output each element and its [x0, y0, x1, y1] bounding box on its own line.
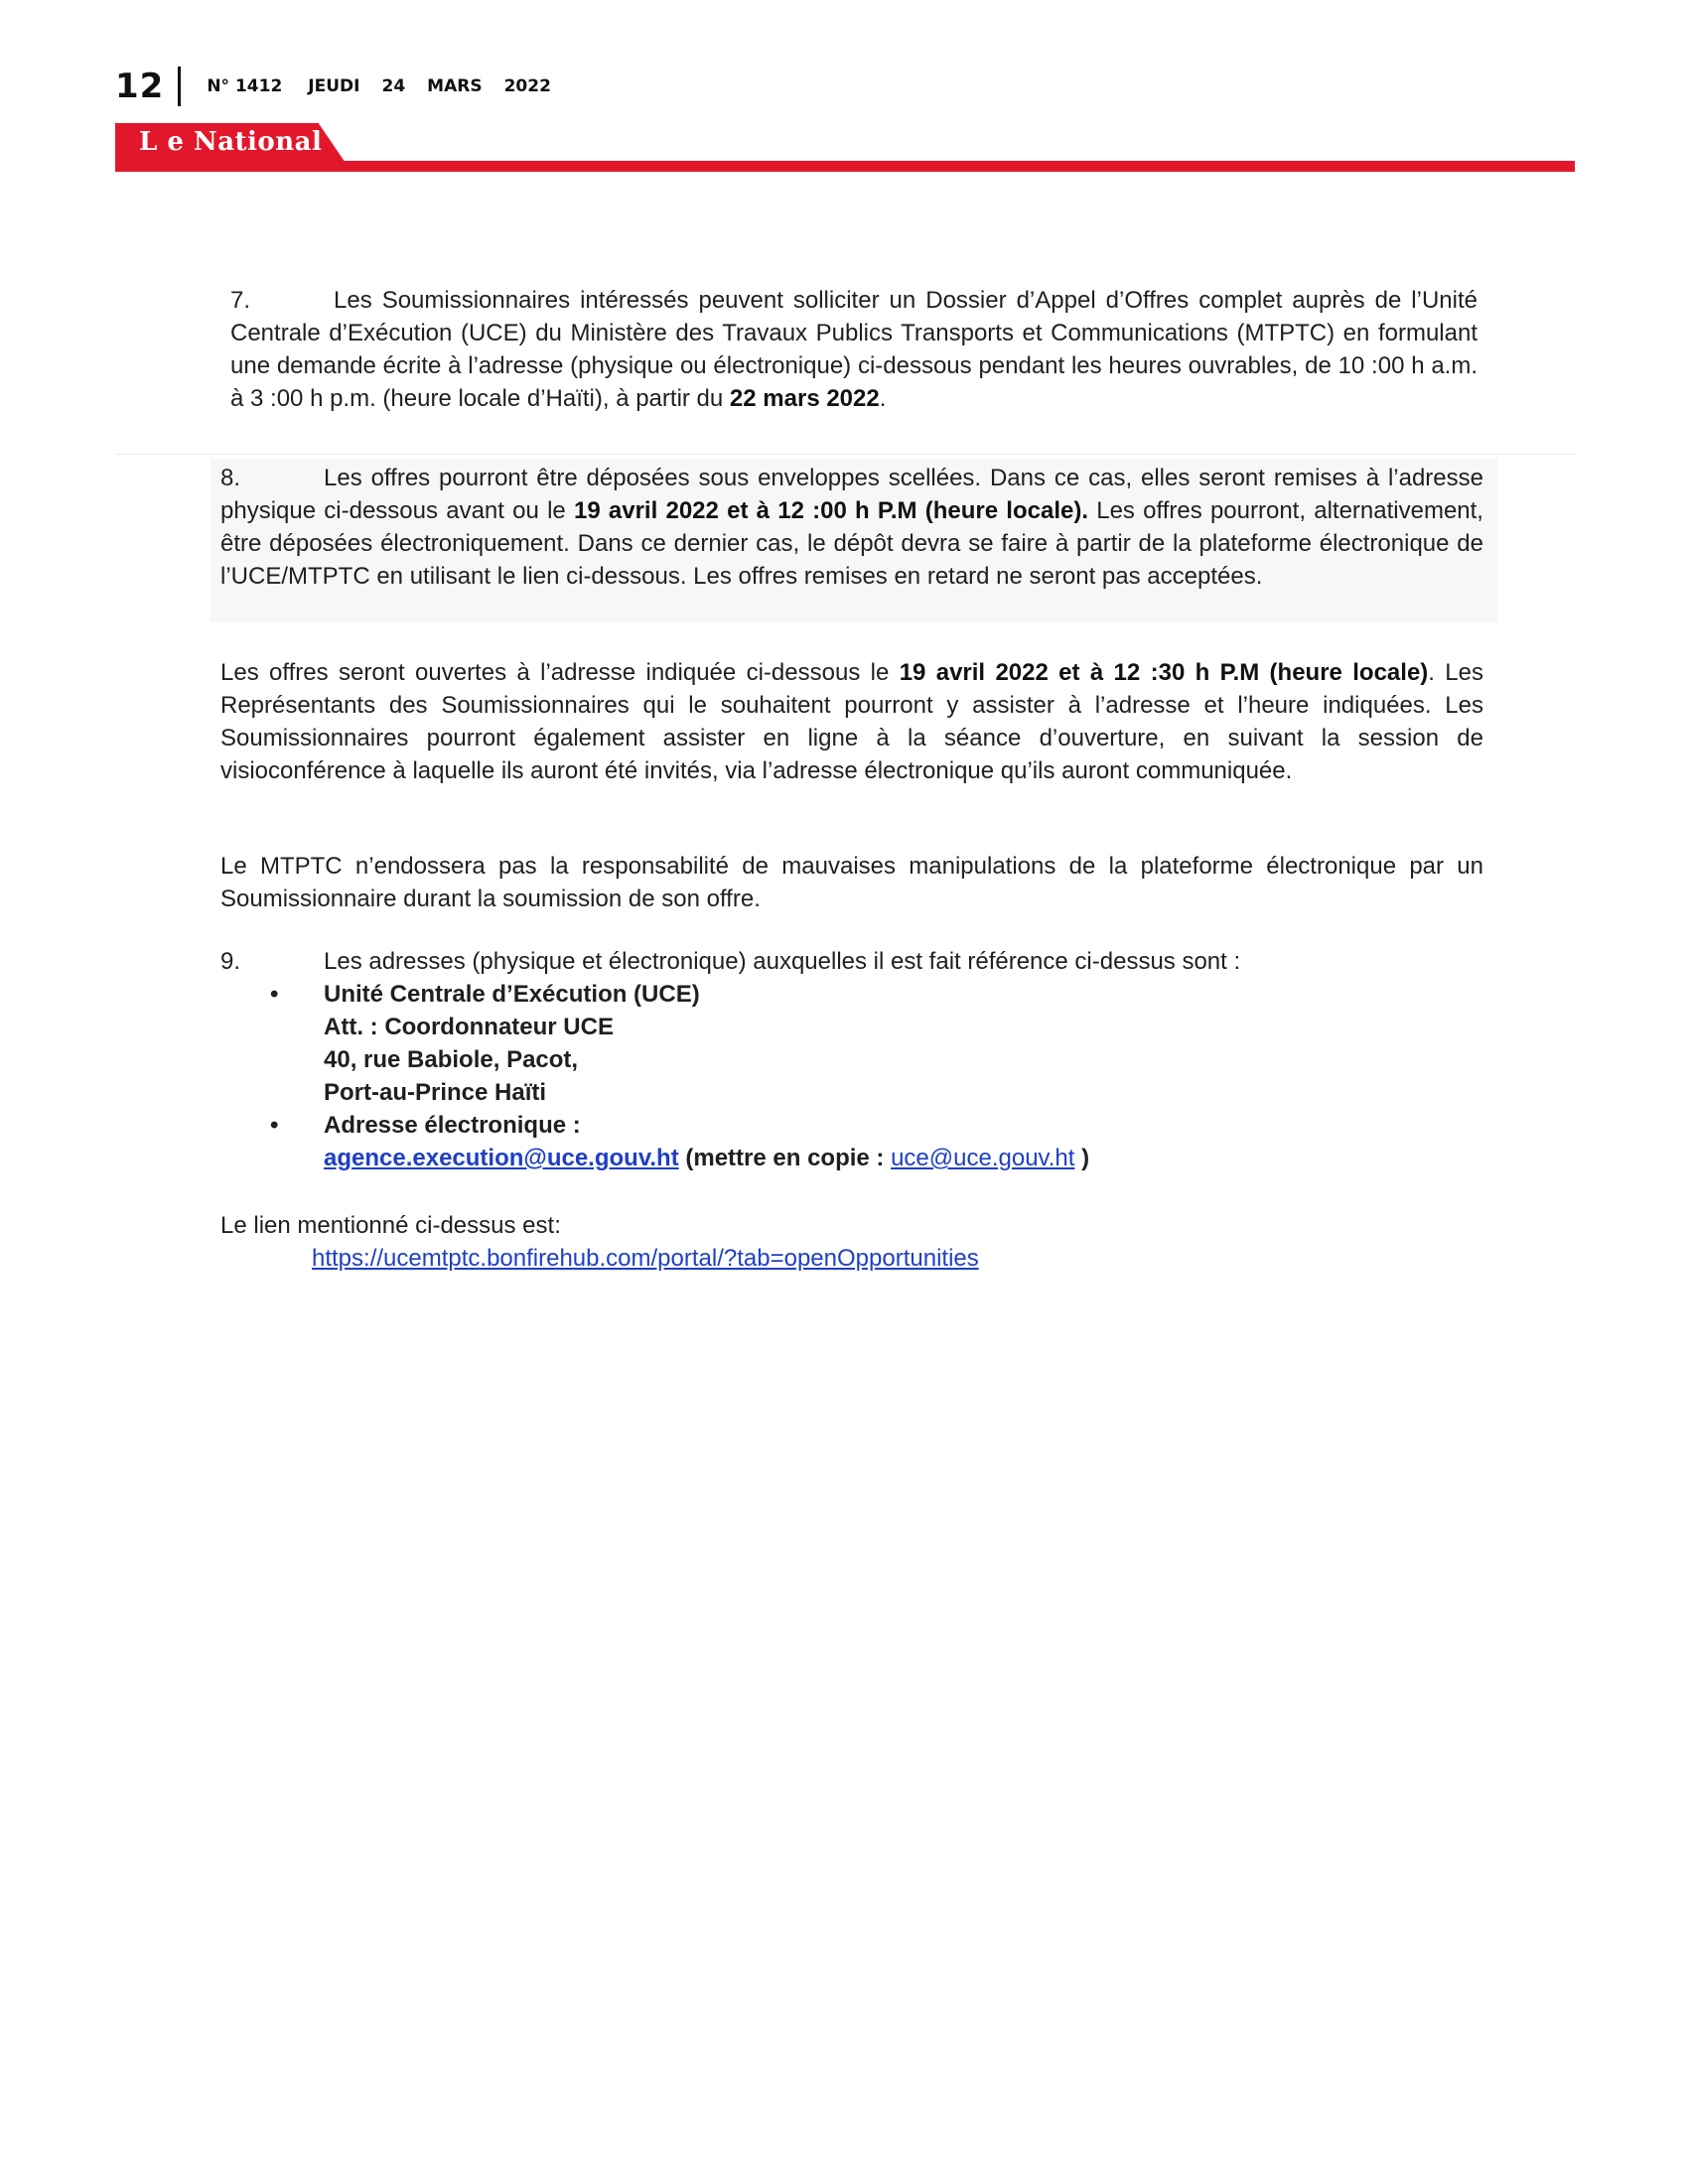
opening-date: 19 avril 2022 et à 12 :30 h P.M (heure locale): [899, 659, 1429, 686]
section-7-end: .: [879, 385, 887, 412]
address-line: Att. : Coordonnateur UCE: [324, 1014, 614, 1040]
section-9-number: 9.: [220, 948, 241, 975]
section-8-paragraph: [220, 462, 1483, 593]
opening-text-a: Les offres seront ouvertes à l’adresse indiquée ci-dessous le: [220, 659, 900, 686]
address-line: 40, rue Babiole, Pacot,: [324, 1046, 579, 1073]
electronic-label: Adresse électronique :: [324, 1112, 581, 1139]
section-9-intro: [220, 945, 1240, 978]
section-9: [220, 945, 1240, 1174]
section-7-date: 22 mars 2022: [729, 385, 880, 412]
section-7-number: 7.: [230, 287, 251, 314]
copy-label: (mettre en copie :: [678, 1145, 892, 1171]
electronic-address-item: [220, 1109, 1240, 1174]
section-8-deadline: 19 avril 2022 et à 12 :00 h P.M (heure locale).: [573, 497, 1088, 524]
issue-day: 24: [381, 76, 406, 96]
opening-paragraph: [220, 656, 1483, 787]
issue-month: MARS: [427, 76, 483, 96]
bullet-icon: •: [270, 1112, 279, 1139]
header-separator: [178, 67, 181, 106]
section-8-text-a: Les offres pourront être déposées sous enveloppes scellées. Dans ce cas, elles seront remises à l’adresse physique ci-dessous avant ou le: [220, 465, 1483, 524]
electronic-address: [324, 1109, 1240, 1174]
main-email-link[interactable]: agence.execution@uce.gouv.ht: [324, 1145, 679, 1171]
physical-address: [324, 978, 1240, 1109]
link-section: [220, 1209, 979, 1275]
section-8-text-b: Les offres pourront, alternativement, être déposées électroniquement. Dans ce dernier cas, le dépôt devra se faire à partir de la plateforme électronique de l’UCE/MTPTC en utilisant le lien ci-dessous. Les offres remises en retard ne seront pas acceptées.: [220, 497, 1483, 590]
issue-number: N° 1412: [207, 76, 283, 96]
issue-info: [207, 76, 551, 96]
bonfire-portal-link[interactable]: https://ucemtptc.bonfirehub.com/portal/?tab=openOpportunities: [312, 1245, 979, 1272]
section-8-number: 8.: [220, 465, 241, 491]
bullet-icon: •: [270, 981, 279, 1008]
issue-year: 2022: [503, 76, 551, 96]
section-7-paragraph: [230, 284, 1477, 415]
issue-weekday: JEUDI: [308, 76, 360, 96]
address-line: Unité Centrale d’Exécution (UCE): [324, 981, 700, 1008]
copy-end: ): [1074, 1145, 1090, 1171]
link-label: Le lien mentionné ci-dessus est:: [220, 1212, 561, 1239]
disclaimer-paragraph: Le MTPTC n’endossera pas la responsabilité de mauvaises manipulations de la plateforme électronique par un Soumissionnaire durant la soumission de son offre.: [220, 853, 1483, 912]
physical-address-item: [220, 978, 1240, 1109]
section-divider: [115, 454, 1575, 455]
masthead-title: L e National: [139, 127, 323, 157]
opening-text-b: . Les Représentants des Soumissionnaires qui le souhaitent pourront y assister à l’adresse et l’heure indiquées. Les Soumissionnaires pourront également assister en ligne à la séance d’ouverture, en suivant la session de visioconférence à laquelle ils auront été invités, via l’adresse électronique qu’ils auront communiquée.: [220, 659, 1483, 784]
section-7-text: Les Soumissionnaires intéressés peuvent solliciter un Dossier d’Appel d’Offres complet auprès de l’Unité Centrale d’Exécution (UCE) du Ministère des Travaux Publics Transports et Communications (MTPTC) en formulant une demande écrite à l’adresse (physique ou électronique) ci-dessous pendant les heures ouvrables, de 10 :00 h a.m. à 3 :00 h p.m. (heure locale d’Haïti), à partir du: [230, 287, 1477, 412]
address-line: Port-au-Prince Haïti: [324, 1079, 547, 1106]
email-line: [324, 1142, 1240, 1174]
page-header: [115, 62, 551, 111]
page-number: 12: [115, 67, 165, 106]
section-9-text: Les adresses (physique et électronique) auxquelles il est fait référence ci-dessus sont :: [324, 948, 1241, 975]
copy-email-link[interactable]: uce@uce.gouv.ht: [891, 1145, 1075, 1171]
